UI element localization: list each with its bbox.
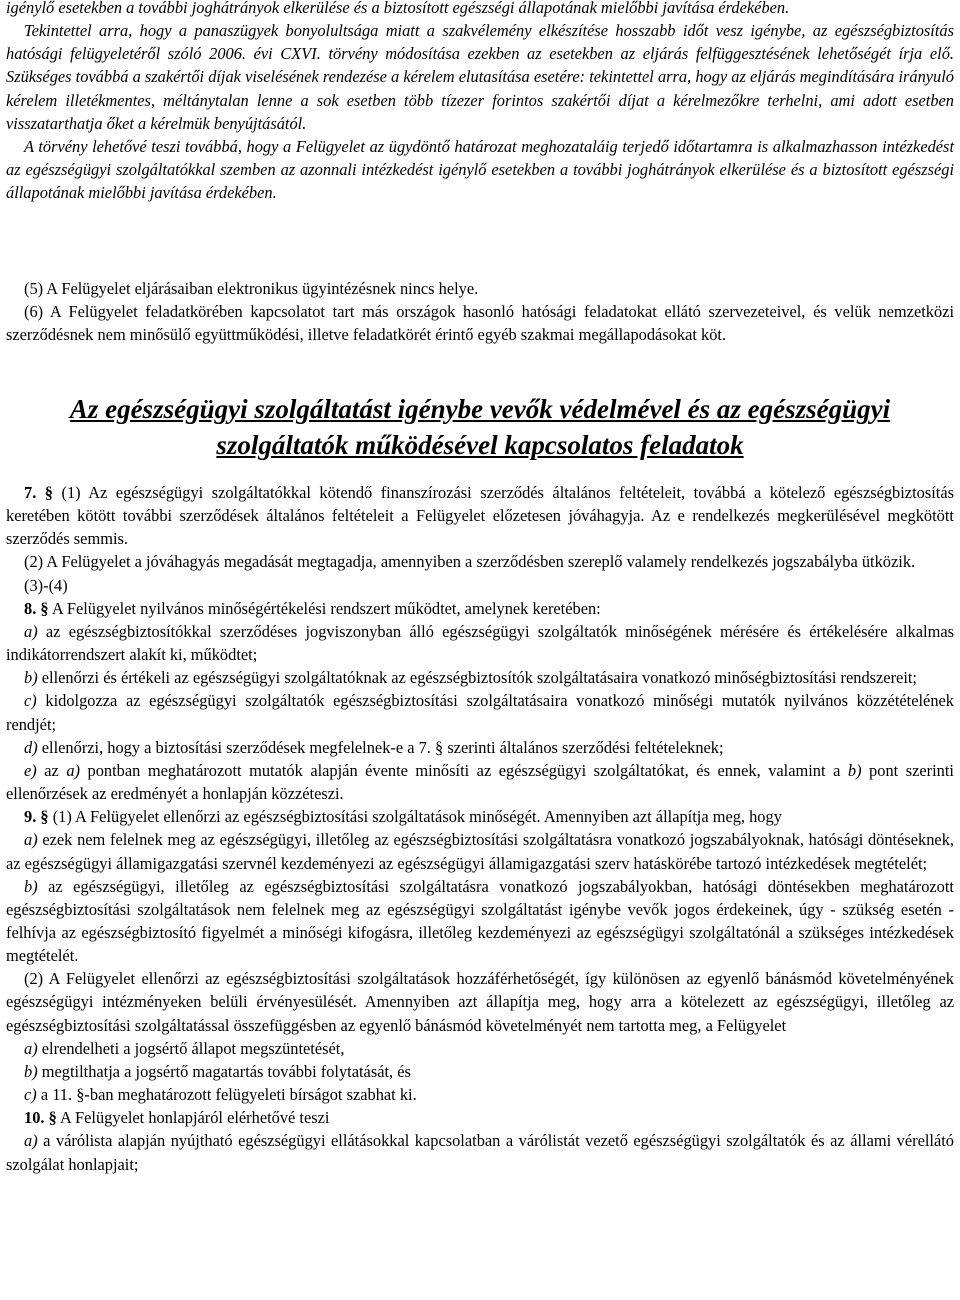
italic-paragraph-1: Tekintettel arra, hogy a panaszügyek bonyolultsága miatt a szakvélemény elkészítése hosszabb időt vesz igénybe, az egészségbiztosítás hatósági felügyeletéről szóló 2006. évi CXVI. törvény módosítása ezekben az esetekben az eljárás felfüggesztésének lehetőségét írja elő. Szükséges továbbá a szakértői díjak viselésének rendezése a kérelem elutasítása esetére: tekintettel arra, hogy az eljárás megindítására irányuló kérelem illetékmentes, méltánytalan lenne a sok esetben több tízezer forintos szakértői díjat a kérelmezőkre terhelni, ami adott esetben visszatarthatja őket a kérelmük benyújtásától. [6,21,954,133]
sec9-p2a-text: elrendelheti a jogsértő állapot megszüntetését, [41,1038,345,1058]
sec8-b-text: ellenőrzi és értékeli az egészségügyi szolgáltatóknak az egészségbiztosítók szolgáltatásaira vonatkozó minőségbiztosítási rendszereit; [41,668,917,688]
sec9-p2c-label: c) [24,1085,37,1105]
sec10-symbol: § [48,1108,57,1128]
sec9-a-text: ezek nem felelnek meg az egészségügyi, illetőleg az egészségbiztosítási szolgáltatásra vonatkozó jogszabályoknak, hatósági döntéseknek, az egészségügyi államigazgatási szervnél kezdeményezi az egészségügyi államigazgatási szerv hatáskörébe tartozó intézkedések megtételét; [6,830,954,873]
sec9-a-label: a) [24,830,38,850]
sec7-paragraph-1 [6,481,954,550]
sec9-p2c-text2: -ban meghatározott felügyeleti bírságot szabhat ki. [84,1085,417,1105]
sec8-item-b [6,666,954,689]
sec8-e-text3: pont szerinti ellenőrzések az eredményét a honlapján közzéteszi. [6,760,954,804]
paragraph-5: (5) A Felügyelet eljárásaiban elektronikus ügyintézésnek nincs helye. [24,279,479,298]
sec10-a-label: a) [24,1131,38,1151]
sec8-symbol: § [40,598,49,618]
paragraph-6: (6) A Felügyelet feladatkörében kapcsolatot tart más országok hasonló hatósági feladatokat ellátó szervezeteivel, és velük nemzetközi szerződésnek nem minősülő együttműködési, illetve feladatkörét érintő egyéb szakmai megállapodásokat köt. [6,302,954,345]
sec9-p2-item-b [6,1060,954,1083]
sec7-paragraph-2: (2) A Felügyelet a jóváhagyás megadását megtagadja, amennyiben a szerződésben szereplő valamely rendelkezés jogszabályba ütközik. [24,552,916,572]
sec8-number: 8. [24,598,37,618]
sec9-p1-text: (1) A Felügyelet ellenőrzi az egészségbiztosítási szolgáltatások minőségét. Amennyiben azt állapítja meg, hogy [52,807,782,827]
sec8-item-d [6,736,954,759]
sec8-e-text2: pontban meghatározott mutatók alapján évente minősíti az egészségügyi szolgáltatókat, és ennek, valamint a [87,760,841,780]
sec8-e-text1: az [44,760,59,780]
sec9-p2c-symbol: § [76,1085,85,1105]
sec7-p1-text: (1) Az egészségügyi szolgáltatókkal kötendő finanszírozási szerződés általános feltételeit, továbbá a kötelező egészségbiztosítás keretében kötött további szerződések általános feltételeit a Felügyelet előzetesen jóváhagyja. Az e rendelkezés megkerülésével megkötött szerződés semmis. [6,483,954,549]
sec9-number: 9. [24,807,37,827]
sec9-paragraph-2: (2) A Felügyelet ellenőrzi az egészségbiztosítási szolgáltatások hozzáférhetőségét, így különösen az egyenlő bánásmód követelményének egészségügyi intézményeken belüli érvényesülését. Amennyiben azt állapítja meg, hogy arra a kötelezett az egészségügyi, illetőleg az egészségbiztosítási szolgáltatással összefüggésben az egyenlő bánásmód követelményét nem tartotta meg, a Felügyelet [6,969,954,1035]
sec8-d-label: d) [24,737,38,757]
sec9-b-text: az egészségügyi, illetőleg az egészségbiztosítási szolgáltatásra vonatkozó jogszabályokban, hatósági döntésekben meghatározott egészségbiztosítási szolgáltatások nem felelnek meg az egészségügyi szolgáltatást igénybe vevők jogos érdekeinek, úgy - szükség esetén - felhívja az egészségbiztosító figyelmét a minőségi kifogásra, illetőleg kezdeményezi az egészségügyi szolgáltatónál a szükséges intézkedések megtételét. [6,876,954,966]
section-heading-line-1: Az egészségügyi szolgáltatást igénybe vevők védelmével és az egészségügyi [69,394,891,424]
sec10-intro-text: A Felügyelet honlapjáról elérhetővé teszi [60,1108,330,1128]
italic-paragraph-2: A törvény lehetővé teszi továbbá, hogy a Felügyelet az ügydöntő határozat meghozataláig terjedő időtartamra is alkalmazhasson intézkedést az egészségügyi szolgáltatókkal szemben az azonnali intézkedést igénylő esetekben a további joghátrányok elkerülése és a biztosított egészségi állapotának mielőbbi javítása érdekében. [6,136,954,203]
sec9-p2a-label: a) [24,1038,38,1058]
sec8-e-ref-b: b) [847,760,862,780]
italic-justification-block [6,0,954,204]
sec8-c-text: kidolgozza az egészségügyi szolgáltatók egészségbiztosítási szolgáltatásaira vonatkozó minőségi mutatók nyilvános közzétételének rendjét; [6,691,954,734]
sec10-a-text: a várólista alapján nyújtható egészségügyi ellátásokkal kapcsolatban a várólistát vezető egészségügyi szolgáltatók és az állami vérellátó szolgálat honlapjait; [6,1131,954,1174]
sec9-symbol: § [40,807,49,827]
sec9-b-label: b) [24,876,38,896]
sec9-p2-item-a [6,1037,954,1060]
paragraphs-5-6-block [6,277,954,346]
sec9-paragraph-1 [6,805,954,828]
sec9-p2c-text1: a 11. [40,1085,73,1105]
sec9-p2b-label: b) [24,1061,38,1081]
italic-paragraph-0: igénylő esetekben a további joghátrányok elkerülése és a biztosított egészségi állapotának mielőbbi javítása érdekében. [6,0,790,17]
sec8-d-symbol: § [435,737,444,757]
sec8-intro [6,597,954,620]
sec8-intro-text: A Felügyelet nyilvános minőségértékelési rendszert működtet, amelynek keretében: [51,598,601,618]
sec9-p2-item-c [6,1083,954,1106]
sec8-e-label: e) [24,760,37,780]
sec8-a-text: az egészségbiztosítókkal szerződéses jogviszonyban álló egészségügyi szolgáltatók minőségének mérésére és értékelésére alkalmas indikátorrendszert alakít ki, működtet; [6,621,954,665]
sec8-item-e [6,759,954,805]
sec8-e-ref-a: a) [66,760,80,780]
sec8-item-c [6,689,954,735]
sec7-number: 7. [24,483,37,502]
sec8-d-text2: szerinti általános szerződési feltételeknek; [447,737,724,757]
sec8-b-label: b) [24,668,38,688]
sec7-symbol: § [44,483,53,502]
section-heading-line-2: szolgáltatók működésével kapcsolatos feladatok [216,430,744,460]
sec9-item-b [6,875,954,968]
sec10-item-a [6,1129,954,1175]
sec8-d-text: ellenőrzi, hogy a biztosítási szerződések megfelelnek-e a 7. [41,737,431,757]
sec9-item-a [6,828,954,874]
section-heading [0,391,960,463]
sec8-a-label: a) [24,621,38,641]
sections-body [6,481,954,1176]
sec8-item-a [6,620,954,666]
sec10-intro [6,1106,954,1129]
sec10-number: 10. [24,1108,45,1128]
sec9-p2b-text: megtilthatja a jogsértő magatartás további folytatását, és [41,1061,411,1081]
sec7-paragraph-3: (3)-(4) [24,575,68,595]
sec8-c-label: c) [24,691,37,711]
